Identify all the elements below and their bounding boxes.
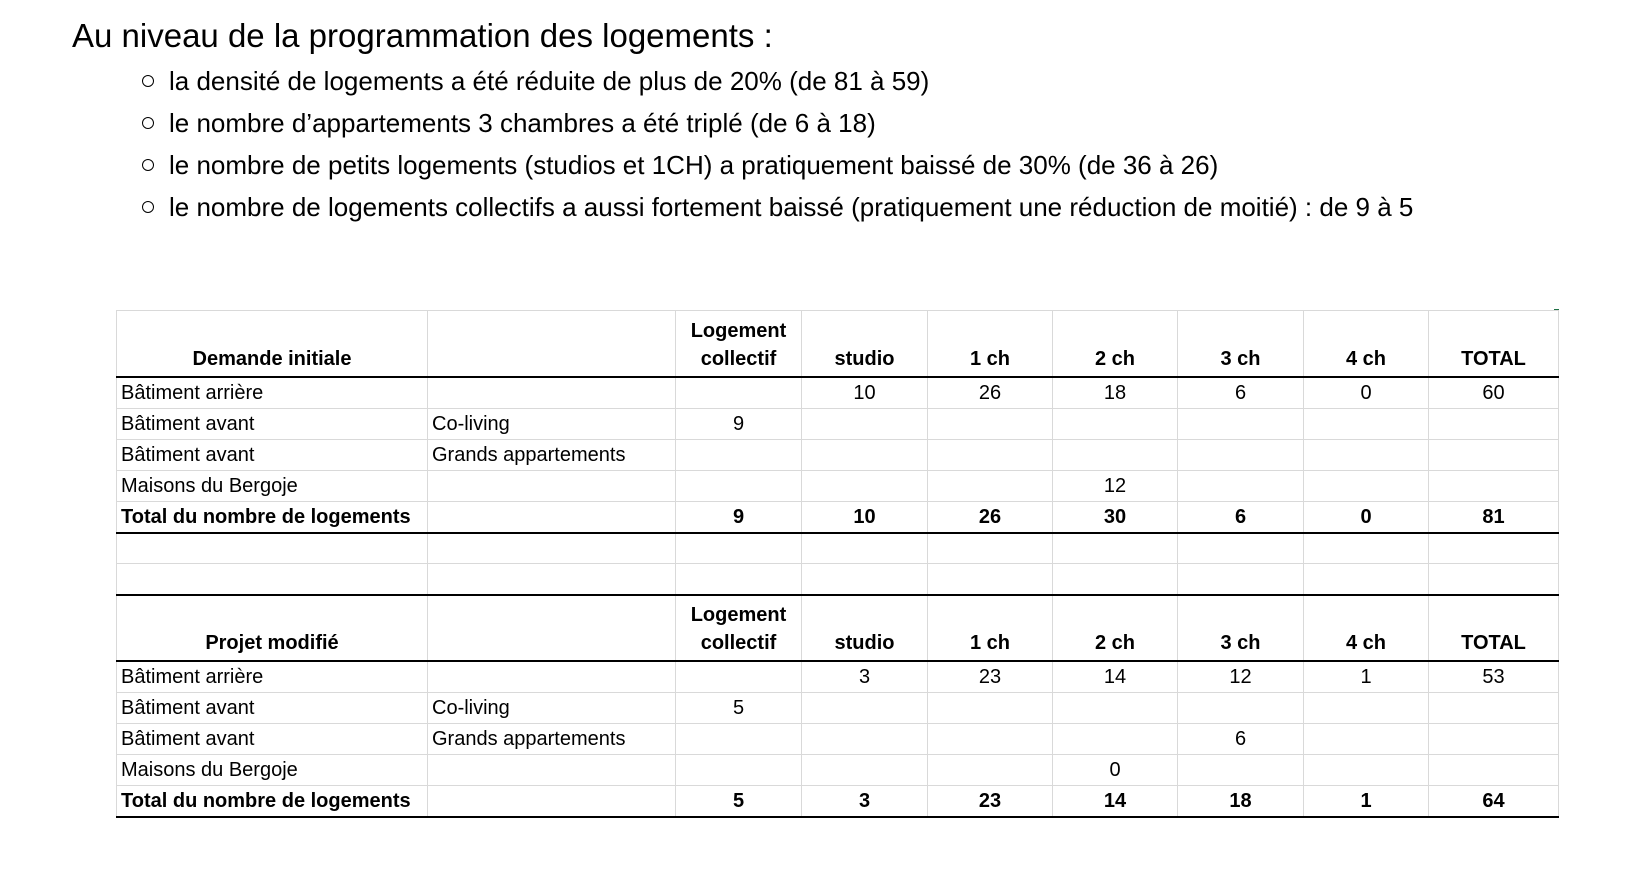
header-cell-2ch: 2 ch xyxy=(1053,595,1178,661)
table-header-row xyxy=(117,311,1559,377)
header-cell-total: TOTAL xyxy=(1429,311,1559,377)
header-cell-collectif: Logement collectif xyxy=(676,595,802,661)
cell-sub: Co-living xyxy=(428,692,676,723)
cell-studio: 10 xyxy=(802,501,928,533)
header-cell-collectif: Logement collectif xyxy=(676,311,802,377)
cell-1ch xyxy=(928,470,1053,501)
cell-studio: 3 xyxy=(802,661,928,693)
cell-collectif: 5 xyxy=(676,785,802,817)
cell-label: Bâtiment arrière xyxy=(117,661,428,693)
cell-2ch: 12 xyxy=(1053,470,1178,501)
table-row xyxy=(117,723,1559,754)
cell-2ch xyxy=(1053,439,1178,470)
cell-3ch xyxy=(1178,754,1304,785)
table-row xyxy=(117,377,1559,409)
cell-total xyxy=(1429,408,1559,439)
cell-studio xyxy=(802,692,928,723)
empty-cell xyxy=(428,564,676,595)
table-header-row xyxy=(117,595,1559,661)
cell-total: 60 xyxy=(1429,377,1559,409)
cell-label: Bâtiment avant xyxy=(117,408,428,439)
cell-collectif xyxy=(676,439,802,470)
cell-2ch xyxy=(1053,723,1178,754)
total-row xyxy=(117,785,1559,817)
cell-total: 64 xyxy=(1429,785,1559,817)
cell-4ch: 1 xyxy=(1304,785,1429,817)
cell-2ch xyxy=(1053,692,1178,723)
cell-collectif xyxy=(676,470,802,501)
cell-1ch xyxy=(928,408,1053,439)
empty-row xyxy=(117,533,1559,564)
bullet-list xyxy=(142,60,1413,228)
cell-total xyxy=(1429,692,1559,723)
header-cell-label: Projet modifié xyxy=(117,595,428,661)
empty-cell xyxy=(676,564,802,595)
cell-label: Maisons du Bergoje xyxy=(117,470,428,501)
cell-label: Maisons du Bergoje xyxy=(117,754,428,785)
bullet-item xyxy=(142,186,1413,228)
cell-1ch: 26 xyxy=(928,377,1053,409)
housing-table xyxy=(116,310,1559,818)
cell-collectif xyxy=(676,723,802,754)
empty-cell xyxy=(1178,533,1304,564)
cell-4ch: 0 xyxy=(1304,501,1429,533)
cell-1ch: 23 xyxy=(928,661,1053,693)
circle-bullet-icon xyxy=(142,75,154,87)
cell-studio xyxy=(802,470,928,501)
empty-cell xyxy=(1053,564,1178,595)
cell-4ch xyxy=(1304,470,1429,501)
header-cell-1ch: 1 ch xyxy=(928,595,1053,661)
header-cell-sub xyxy=(428,595,676,661)
empty-cell xyxy=(1053,533,1178,564)
cell-sub: Co-living xyxy=(428,408,676,439)
empty-cell xyxy=(117,533,428,564)
circle-bullet-icon xyxy=(142,159,154,171)
cell-1ch: 23 xyxy=(928,785,1053,817)
cell-sub: Grands appartements xyxy=(428,439,676,470)
cell-1ch: 26 xyxy=(928,501,1053,533)
cell-studio xyxy=(802,723,928,754)
header-cell-label: Demande initiale xyxy=(117,311,428,377)
bullet-text: le nombre de petits logements (studios et 1CH) a pratiquement baissé de 30% (de 36 à 26) xyxy=(169,150,1219,180)
cell-1ch xyxy=(928,723,1053,754)
cell-1ch xyxy=(928,439,1053,470)
empty-cell xyxy=(117,564,428,595)
cell-4ch xyxy=(1304,754,1429,785)
table-row xyxy=(117,661,1559,693)
cell-sub xyxy=(428,470,676,501)
cell-label: Bâtiment avant xyxy=(117,692,428,723)
cell-2ch: 0 xyxy=(1053,754,1178,785)
header-cell-4ch: 4 ch xyxy=(1304,311,1429,377)
cell-total: 81 xyxy=(1429,501,1559,533)
circle-bullet-icon xyxy=(142,201,154,213)
header-cell-3ch: 3 ch xyxy=(1178,311,1304,377)
cell-total: 53 xyxy=(1429,661,1559,693)
empty-cell xyxy=(676,533,802,564)
cell-sub xyxy=(428,501,676,533)
header-cell-sub xyxy=(428,311,676,377)
cell-3ch xyxy=(1178,439,1304,470)
empty-cell xyxy=(1304,533,1429,564)
empty-cell xyxy=(1304,564,1429,595)
cell-3ch: 12 xyxy=(1178,661,1304,693)
cell-label: Bâtiment avant xyxy=(117,723,428,754)
header-cell-1ch: 1 ch xyxy=(928,311,1053,377)
cell-studio xyxy=(802,754,928,785)
table-row xyxy=(117,754,1559,785)
cell-3ch xyxy=(1178,408,1304,439)
header-cell-4ch: 4 ch xyxy=(1304,595,1429,661)
cell-label: Total du nombre de logements xyxy=(117,785,428,817)
cell-label: Bâtiment avant xyxy=(117,439,428,470)
header-cell-studio: studio xyxy=(802,311,928,377)
empty-cell xyxy=(1178,564,1304,595)
cell-total xyxy=(1429,439,1559,470)
cell-studio xyxy=(802,408,928,439)
cell-3ch: 6 xyxy=(1178,501,1304,533)
cell-collectif: 5 xyxy=(676,692,802,723)
empty-row xyxy=(117,564,1559,595)
cell-4ch xyxy=(1304,439,1429,470)
cell-studio: 10 xyxy=(802,377,928,409)
cell-collectif xyxy=(676,754,802,785)
bullet-item xyxy=(142,144,1413,186)
cell-total xyxy=(1429,723,1559,754)
cell-collectif: 9 xyxy=(676,501,802,533)
cell-3ch xyxy=(1178,470,1304,501)
circle-bullet-icon xyxy=(142,117,154,129)
cell-sub xyxy=(428,377,676,409)
cell-sub: Grands appartements xyxy=(428,723,676,754)
cell-studio: 3 xyxy=(802,785,928,817)
bullet-item xyxy=(142,102,1413,144)
table-row xyxy=(117,439,1559,470)
cell-total xyxy=(1429,470,1559,501)
cell-2ch: 14 xyxy=(1053,785,1178,817)
cell-1ch xyxy=(928,754,1053,785)
header-cell-total: TOTAL xyxy=(1429,595,1559,661)
cell-total xyxy=(1429,754,1559,785)
bullet-text: le nombre d’appartements 3 chambres a été triplé (de 6 à 18) xyxy=(169,108,876,138)
cell-collectif xyxy=(676,661,802,693)
cell-label: Total du nombre de logements xyxy=(117,501,428,533)
cell-3ch xyxy=(1178,692,1304,723)
total-row xyxy=(117,501,1559,533)
bullet-text: la densité de logements a été réduite de plus de 20% (de 81 à 59) xyxy=(169,66,930,96)
page-heading: Au niveau de la programmation des logements : xyxy=(72,17,773,54)
cell-3ch: 6 xyxy=(1178,723,1304,754)
bullet-item xyxy=(142,60,1413,102)
cell-sub xyxy=(428,785,676,817)
bullet-text: le nombre de logements collectifs a aussi fortement baissé (pratiquement une réduction de moitié) : de 9 à 5 xyxy=(169,192,1414,222)
cell-4ch xyxy=(1304,408,1429,439)
cell-collectif: 9 xyxy=(676,408,802,439)
cell-2ch: 18 xyxy=(1053,377,1178,409)
cell-2ch: 30 xyxy=(1053,501,1178,533)
cell-2ch: 14 xyxy=(1053,661,1178,693)
cell-label: Bâtiment arrière xyxy=(117,377,428,409)
cell-4ch xyxy=(1304,692,1429,723)
empty-cell xyxy=(428,533,676,564)
cell-2ch xyxy=(1053,408,1178,439)
cell-1ch xyxy=(928,692,1053,723)
empty-cell xyxy=(1429,564,1559,595)
table-row xyxy=(117,692,1559,723)
empty-cell xyxy=(1429,533,1559,564)
empty-cell xyxy=(928,564,1053,595)
table-row xyxy=(117,470,1559,501)
cell-studio xyxy=(802,439,928,470)
header-cell-studio: studio xyxy=(802,595,928,661)
cell-3ch: 6 xyxy=(1178,377,1304,409)
header-cell-2ch: 2 ch xyxy=(1053,311,1178,377)
empty-cell xyxy=(928,533,1053,564)
cell-sub xyxy=(428,754,676,785)
cell-4ch xyxy=(1304,723,1429,754)
cell-4ch: 1 xyxy=(1304,661,1429,693)
cell-3ch: 18 xyxy=(1178,785,1304,817)
empty-cell xyxy=(802,533,928,564)
cell-sub xyxy=(428,661,676,693)
cell-4ch: 0 xyxy=(1304,377,1429,409)
table-row xyxy=(117,408,1559,439)
empty-cell xyxy=(802,564,928,595)
cell-collectif xyxy=(676,377,802,409)
header-cell-3ch: 3 ch xyxy=(1178,595,1304,661)
